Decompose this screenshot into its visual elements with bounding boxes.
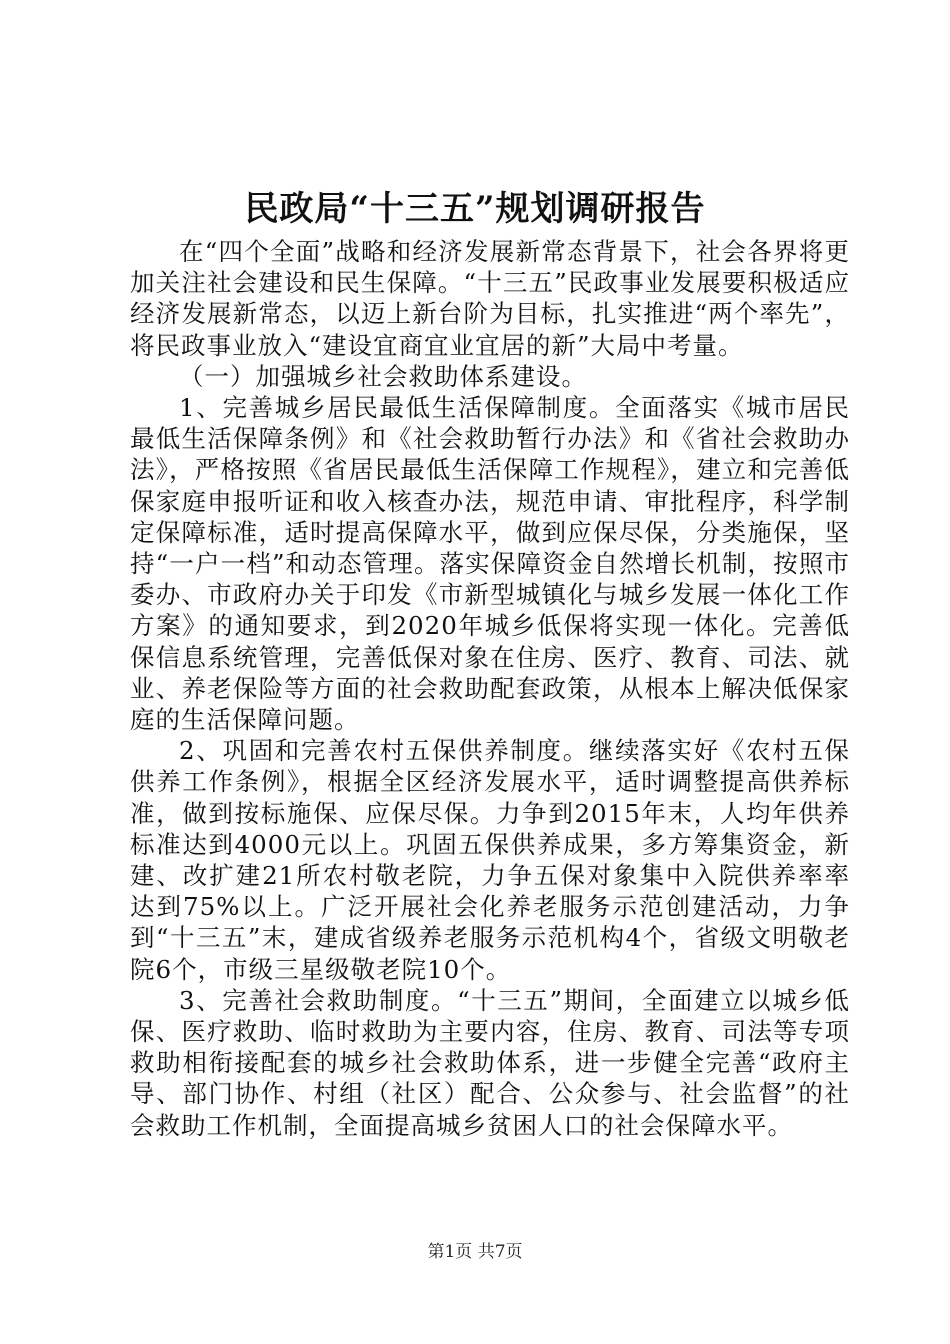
item-3-paragraph: 3、完善社会救助制度。“十三五”期间，全面建立以城乡低保、医疗救助、临时救助为主要内容，住房、教育、司法等专项救助相衔接配套的城乡社会救助体系，进一步健全完善“政府主导、部门协作、村组（社区）配合、公众参与、社会监督”的社会救助工作机制，全面提高城乡贫困人口的社会保障水平。 <box>130 985 850 1140</box>
item-2-paragraph: 2、巩固和完善农村五保供养制度。继续落实好《农村五保供养工作条例》，根据全区经济发展水平，适时调整提高供养标准，做到按标施保、应保尽保。力争到2015年末，人均年供养标准达到4000元以上。巩固五保供养成果，多方筹集资金，新建、改扩建21所农村敬老院，力争五保对象集中入院供养率率达到75%以上。广泛开展社会化养老服务示范创建活动，力争到“十三五”末，建成省级养老服务示范机构4个，省级文明敬老院6个，市级三星级敬老院10个。 <box>130 736 850 984</box>
section-heading: （一）加强城乡社会救助体系建设。 <box>179 361 587 391</box>
page-footer: 第1页 共7页 <box>427 1242 523 1262</box>
document-body <box>130 236 850 1141</box>
item-1-paragraph: 1、完善城乡居民最低生活保障制度。全面落实《城市居民最低生活保障条例》和《社会救助暂行办法》和《省社会救助办法》，严格按照《省居民最低生活保障工作规程》，建立和完善低保家庭申报听证和收入核查办法，规范申请、审批程序，科学制定保障标准，适时提高保障水平，做到应保尽保，分类施保，坚持“一户一档”和动态管理。落实保障资金自然增长机制，按照市委办、市政府办关于印发《市新型城镇化与城乡发展一体化工作方案》的通知要求，到2020年城乡低保将实现一体化。完善低保信息系统管理，完善低保对象在住房、医疗、教育、司法、就业、养老保险等方面的社会救助配套政策，从根本上解决低保家庭的生活保障问题。 <box>130 393 850 735</box>
document-title: 民政局“十三五”规划调研报告 <box>244 189 706 229</box>
intro-paragraph: 在“四个全面”战略和经济发展新常态背景下，社会各界将更加关注社会建设和民生保障。“十三五”民政事业发展要积极适应经济发展新常态，以迈上新台阶为目标，扎实推进“两个率先”，将民政事业放入“建设宜商宜业宜居的新”大局中考量。 <box>130 237 850 360</box>
